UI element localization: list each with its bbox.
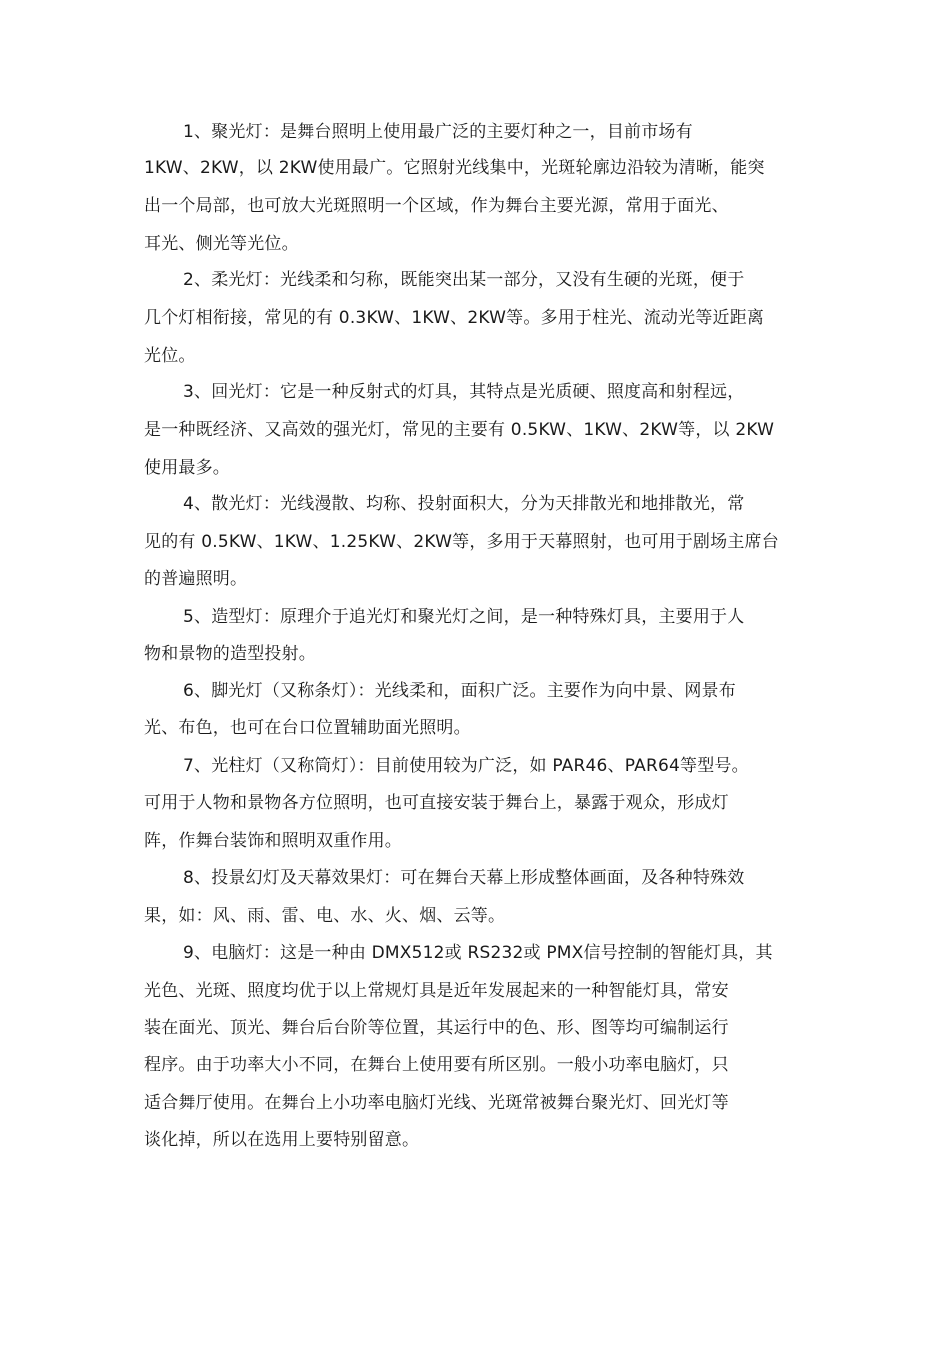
- text-line: 6、脚光灯（又称条灯）：光线柔和，面积广泛。主要作为向中景、网景布: [183, 681, 736, 701]
- text-line: 物和景物的造型投射。: [144, 644, 316, 664]
- text-line: 光、布色，也可在台口位置辅助面光照明。: [144, 718, 471, 738]
- text-line: 使用最多。: [144, 458, 230, 478]
- text-line: 1KW、2KW，以 2KW使用最广。它照射光线集中，光斑轮廓边沿较为清晰，能突: [144, 158, 765, 178]
- text-line: 谈化掉，所以在选用上要特别留意。: [144, 1130, 420, 1150]
- text-line: 2、柔光灯：光线柔和匀称，既能突出某一部分，又没有生硬的光斑，便于: [183, 270, 745, 290]
- text-line: 4、散光灯：光线漫散、均称、投射面积大，分为天排散光和地排散光，常: [183, 494, 745, 514]
- text-line: 出一个局部，也可放大光斑照明一个区域，作为舞台主要光源，常用于面光、: [144, 196, 729, 216]
- text-line: 1、聚光灯：是舞台照明上使用最广泛的主要灯种之一，目前市场有: [183, 122, 693, 142]
- text-line: 程序。由于功率大小不同，在舞台上使用要有所区别。一般小功率电脑灯，只: [144, 1055, 729, 1075]
- text-line: 8、投景幻灯及天幕效果灯：可在舞台天幕上形成整体画面，及各种特殊效: [183, 868, 745, 888]
- text-line: 7、光柱灯（又称筒灯）：目前使用较为广泛，如 PAR46、PAR64等型号。: [183, 756, 749, 776]
- text-line: 3、回光灯：它是一种反射式的灯具，其特点是光质硬、照度高和射程远，: [183, 382, 745, 402]
- text-line: 光位。: [144, 346, 196, 366]
- text-line: 9、电脑灯：这是一种由 DMX512或 RS232或 PMX信号控制的智能灯具，其: [183, 943, 773, 963]
- text-line: 果，如：风、雨、雷、电、水、火、烟、云等。: [144, 906, 506, 926]
- text-line: 5、造型灯：原理介于追光灯和聚光灯之间，是一种特殊灯具，主要用于人: [183, 607, 745, 627]
- text-line: 几个灯相衔接，常见的有 0.3KW、1KW、2KW等。多用于柱光、流动光等近距离: [144, 308, 765, 328]
- text-line: 适合舞厅使用。在舞台上小功率电脑灯光线、光斑常被舞台聚光灯、回光灯等: [144, 1093, 729, 1113]
- text-line: 见的有 0.5KW、1KW、1.25KW、2KW等，多用于天幕照射，也可用于剧场主席台: [144, 532, 779, 552]
- text-line: 装在面光、顶光、舞台后台阶等位置，其运行中的色、形、图等均可编制运行: [144, 1018, 729, 1038]
- text-line: 耳光、侧光等光位。: [144, 234, 299, 254]
- text-line: 可用于人物和景物各方位照明，也可直接安装于舞台上，暴露于观众，形成灯: [144, 793, 729, 813]
- text-line: 光色、光斑、照度均优于以上常规灯具是近年发展起来的一种智能灯具，常安: [144, 981, 729, 1001]
- text-line: 的普遍照明。: [144, 569, 248, 589]
- text-line: 是一种既经济、又高效的强光灯，常见的主要有 0.5KW、1KW、2KW等，以 2KW: [144, 420, 775, 440]
- text-line: 阵，作舞台装饰和照明双重作用。: [144, 831, 402, 851]
